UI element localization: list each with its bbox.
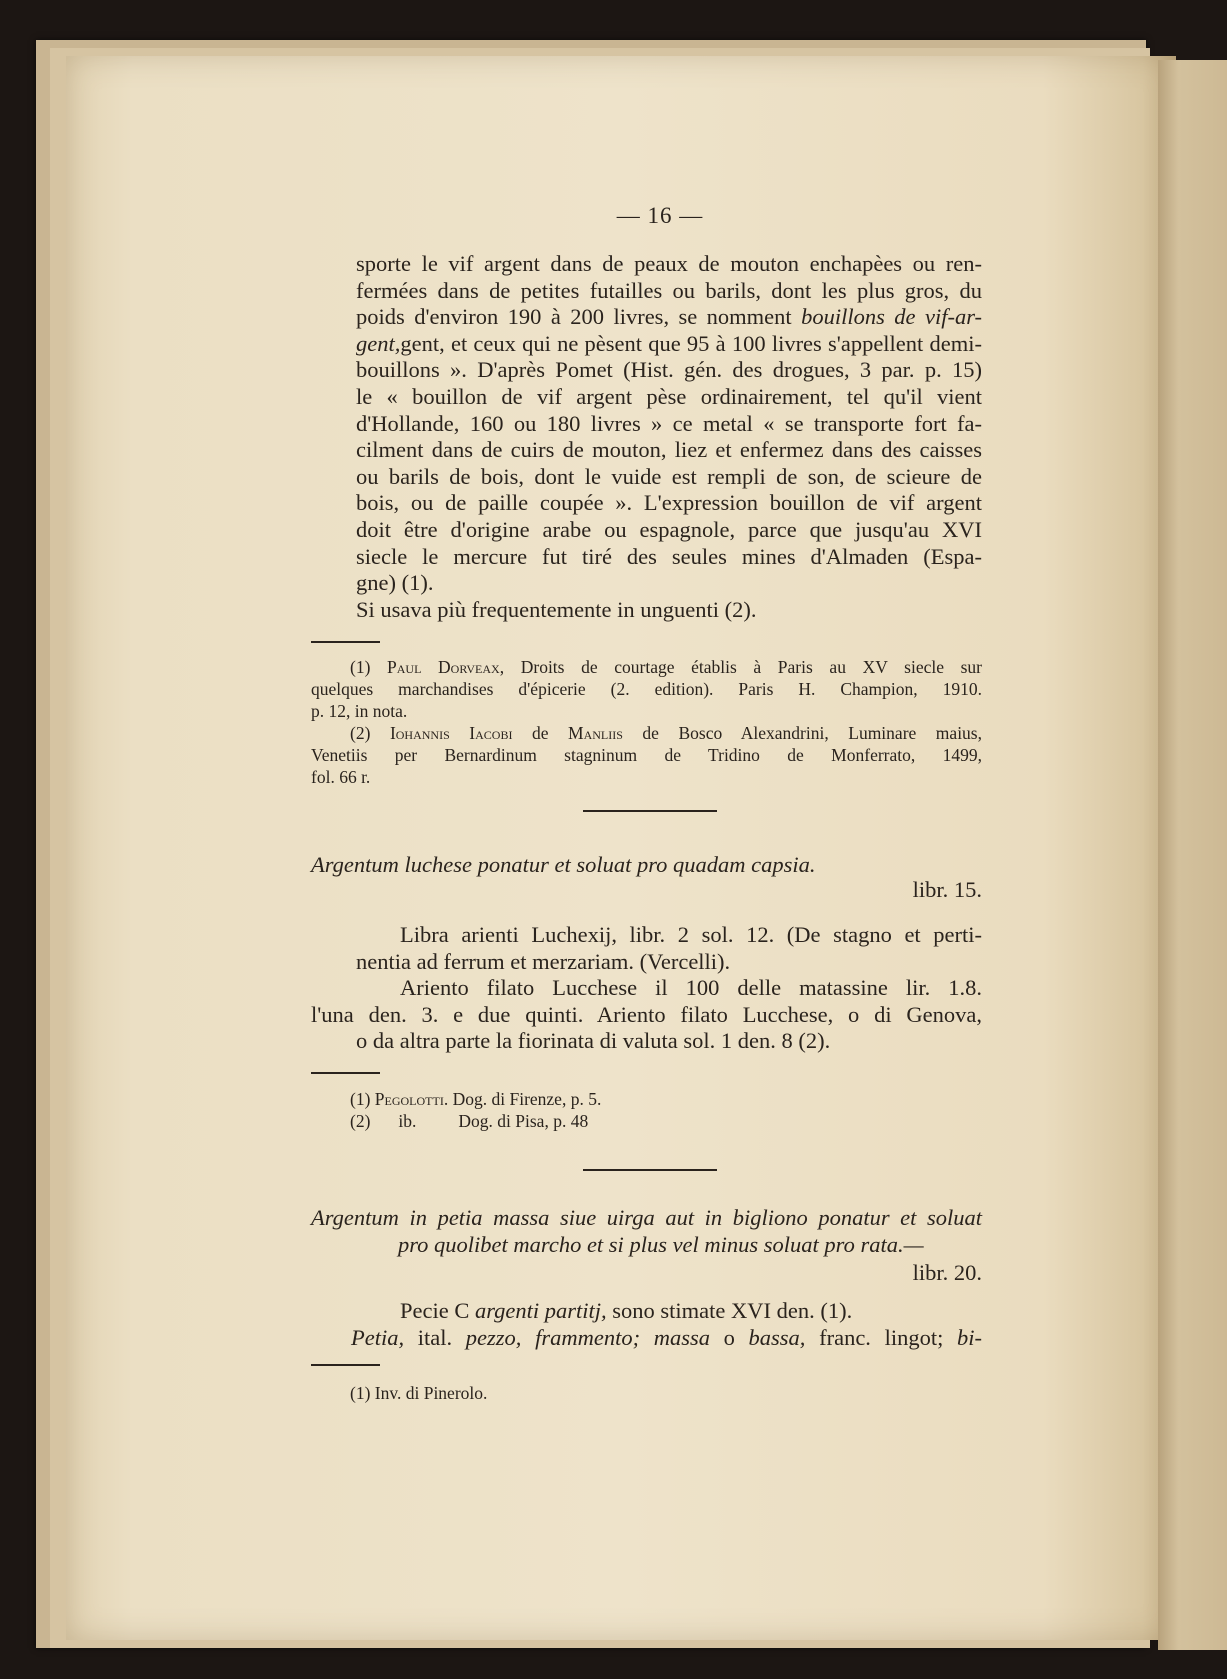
text-line: bouillons ». D'après Pomet (Hist. gén. des drogues, 3 par. p. 15) (356, 357, 982, 383)
text-fragment: franc. lingot; (805, 1324, 957, 1350)
entry-body-1 (311, 922, 982, 1055)
text-fragment: o (709, 1324, 749, 1350)
text-line: o da altra parte la fiorinata di valuta sol. 1 den. 8 (2). (356, 1028, 831, 1054)
footnote-rule (311, 1072, 380, 1074)
footnote-author: Pegolotti. (374, 1089, 449, 1109)
text-line (311, 1298, 982, 1325)
italic-term: pezzo, frammento; massa (465, 1324, 710, 1350)
footnote-rule (311, 1364, 380, 1366)
footnote-line: Venetiis per Bernardinum stagninum de Tridino de Monferrato, 1499, (311, 745, 982, 765)
text-line: l'una den. 3. e due quinti. Ariento filato Lucchese, o di Genova, (311, 1001, 982, 1027)
footnote-marker: (1) (350, 1089, 375, 1109)
italic-term: bouillons de vif-ar- (801, 304, 983, 330)
text-line: Libra arienti Luchexij, libr. 2 sol. 12. (De stagno et perti- (400, 922, 982, 947)
text-line: bois, ou de paille coupée ». L'expression bouillon de vif argent (356, 490, 982, 516)
section-separator (583, 810, 717, 812)
footnote-text: de (512, 723, 569, 743)
text-line (311, 1325, 982, 1352)
footnote-rule (311, 641, 380, 643)
text-line: siecle le mercure fut tiré des seules mines d'Almaden (Espa- (356, 543, 982, 569)
text-line: le « bouillon de vif argent pèse ordinairement, tel qu'il vient (356, 383, 982, 409)
footnote-text: ib. (398, 1111, 417, 1131)
text-line: gne) (1). (356, 570, 434, 596)
footnote-line: p. 12, in nota. (311, 701, 408, 721)
footnote-1 (311, 656, 982, 678)
entry-price-2: libr. 20. (912, 1260, 982, 1285)
footnote-marker: (2) (350, 1111, 371, 1131)
text-line (356, 304, 982, 331)
footnote-text: Dog. di Firenze, p. 5. (448, 1089, 602, 1109)
italic-term: argenti partitj, (474, 1298, 607, 1323)
main-paragraph (356, 251, 982, 623)
footnote-author: Iohannis Iacobi (389, 723, 513, 743)
footnote-2 (311, 722, 982, 744)
footnote-1 (350, 1088, 750, 1110)
text-fragment: ital. (404, 1324, 466, 1350)
text-fragment: poids d'environ 190 à 200 livres, se nomment (356, 304, 802, 330)
entry-price-1: libr. 15. (912, 877, 982, 902)
footnote-1: (1) Inv. di Pinerolo. (350, 1383, 488, 1403)
page-number: — 16 — (616, 203, 704, 228)
text-line: d'Hollande, 160 ou 180 livres » ce metal « se transporte fort fa- (356, 410, 982, 436)
italic-term: gent, (356, 330, 401, 356)
text-line: cilment dans de cuirs de mouton, liez et enfermez dans des caisses (356, 437, 982, 463)
footnote-marker: (2) (350, 723, 390, 743)
italic-term: bassa, (748, 1324, 806, 1350)
text-line (356, 331, 982, 358)
text-line: nentia ad ferrum et merzariam. (Vercelli). (356, 948, 731, 974)
footnote-text: de Bosco Alexandrini, Luminare maius, (622, 723, 982, 743)
section-separator (583, 1169, 717, 1171)
entry-title-2-cont: pro quolibet marcho et si plus vel minus soluat pro rata.— (398, 1232, 924, 1257)
text-fragment: gent, et ceux qui ne pèsent que 95 à 100 livres s'appellent demi- (400, 330, 982, 356)
footnotes-block-1 (311, 656, 982, 788)
footnote-text: Droits de courtage établis à Paris au XV siecle sur (504, 657, 982, 677)
text-line: Si usava più frequentemente in unguenti (2). (356, 596, 757, 622)
footnotes-block-3 (350, 1382, 750, 1404)
footnote-marker: (1) (350, 657, 388, 677)
italic-term: Petia, (351, 1324, 405, 1350)
text-line: Ariento filato Lucchese il 100 delle matassine lir. 1.8. (400, 975, 982, 1001)
footnote-text: Dog. di Pisa, p. 48 (458, 1111, 589, 1131)
text-fragment: Pecie C (400, 1298, 475, 1323)
footnote-2 (350, 1110, 750, 1132)
text-line: ou barils de bois, dont le vuide est rempli de son, de scieure de (356, 463, 982, 489)
text-line: doit être d'origine arabe ou espagnole, parce que jusqu'au XVI (356, 516, 982, 542)
entry-title-1: Argentum luchese ponatur et soluat pro quadam capsia. (311, 852, 816, 877)
footnotes-block-2 (350, 1088, 750, 1132)
footnote-author: Paul Dorveax, (387, 657, 505, 677)
entry-body-2 (311, 1298, 982, 1351)
italic-term: bi- (957, 1324, 982, 1350)
entry-title-2: Argentum in petia massa siue uirga aut in bigliono ponatur et soluat (311, 1205, 982, 1230)
text-line: fermées dans de petites futailles ou barils, dont les plus gros, du (356, 277, 982, 303)
text-line: sporte le vif argent dans de peaux de mouton enchapèes ou ren- (356, 251, 982, 276)
footnote-author: Manliis (568, 723, 623, 743)
footnote-line: fol. 66 r. (311, 767, 371, 787)
text-fragment: sono stimate XVI den. (1). (606, 1298, 853, 1323)
footnote-line: quelques marchandises d'épicerie (2. edition). Paris H. Champion, 1910. (311, 679, 982, 699)
